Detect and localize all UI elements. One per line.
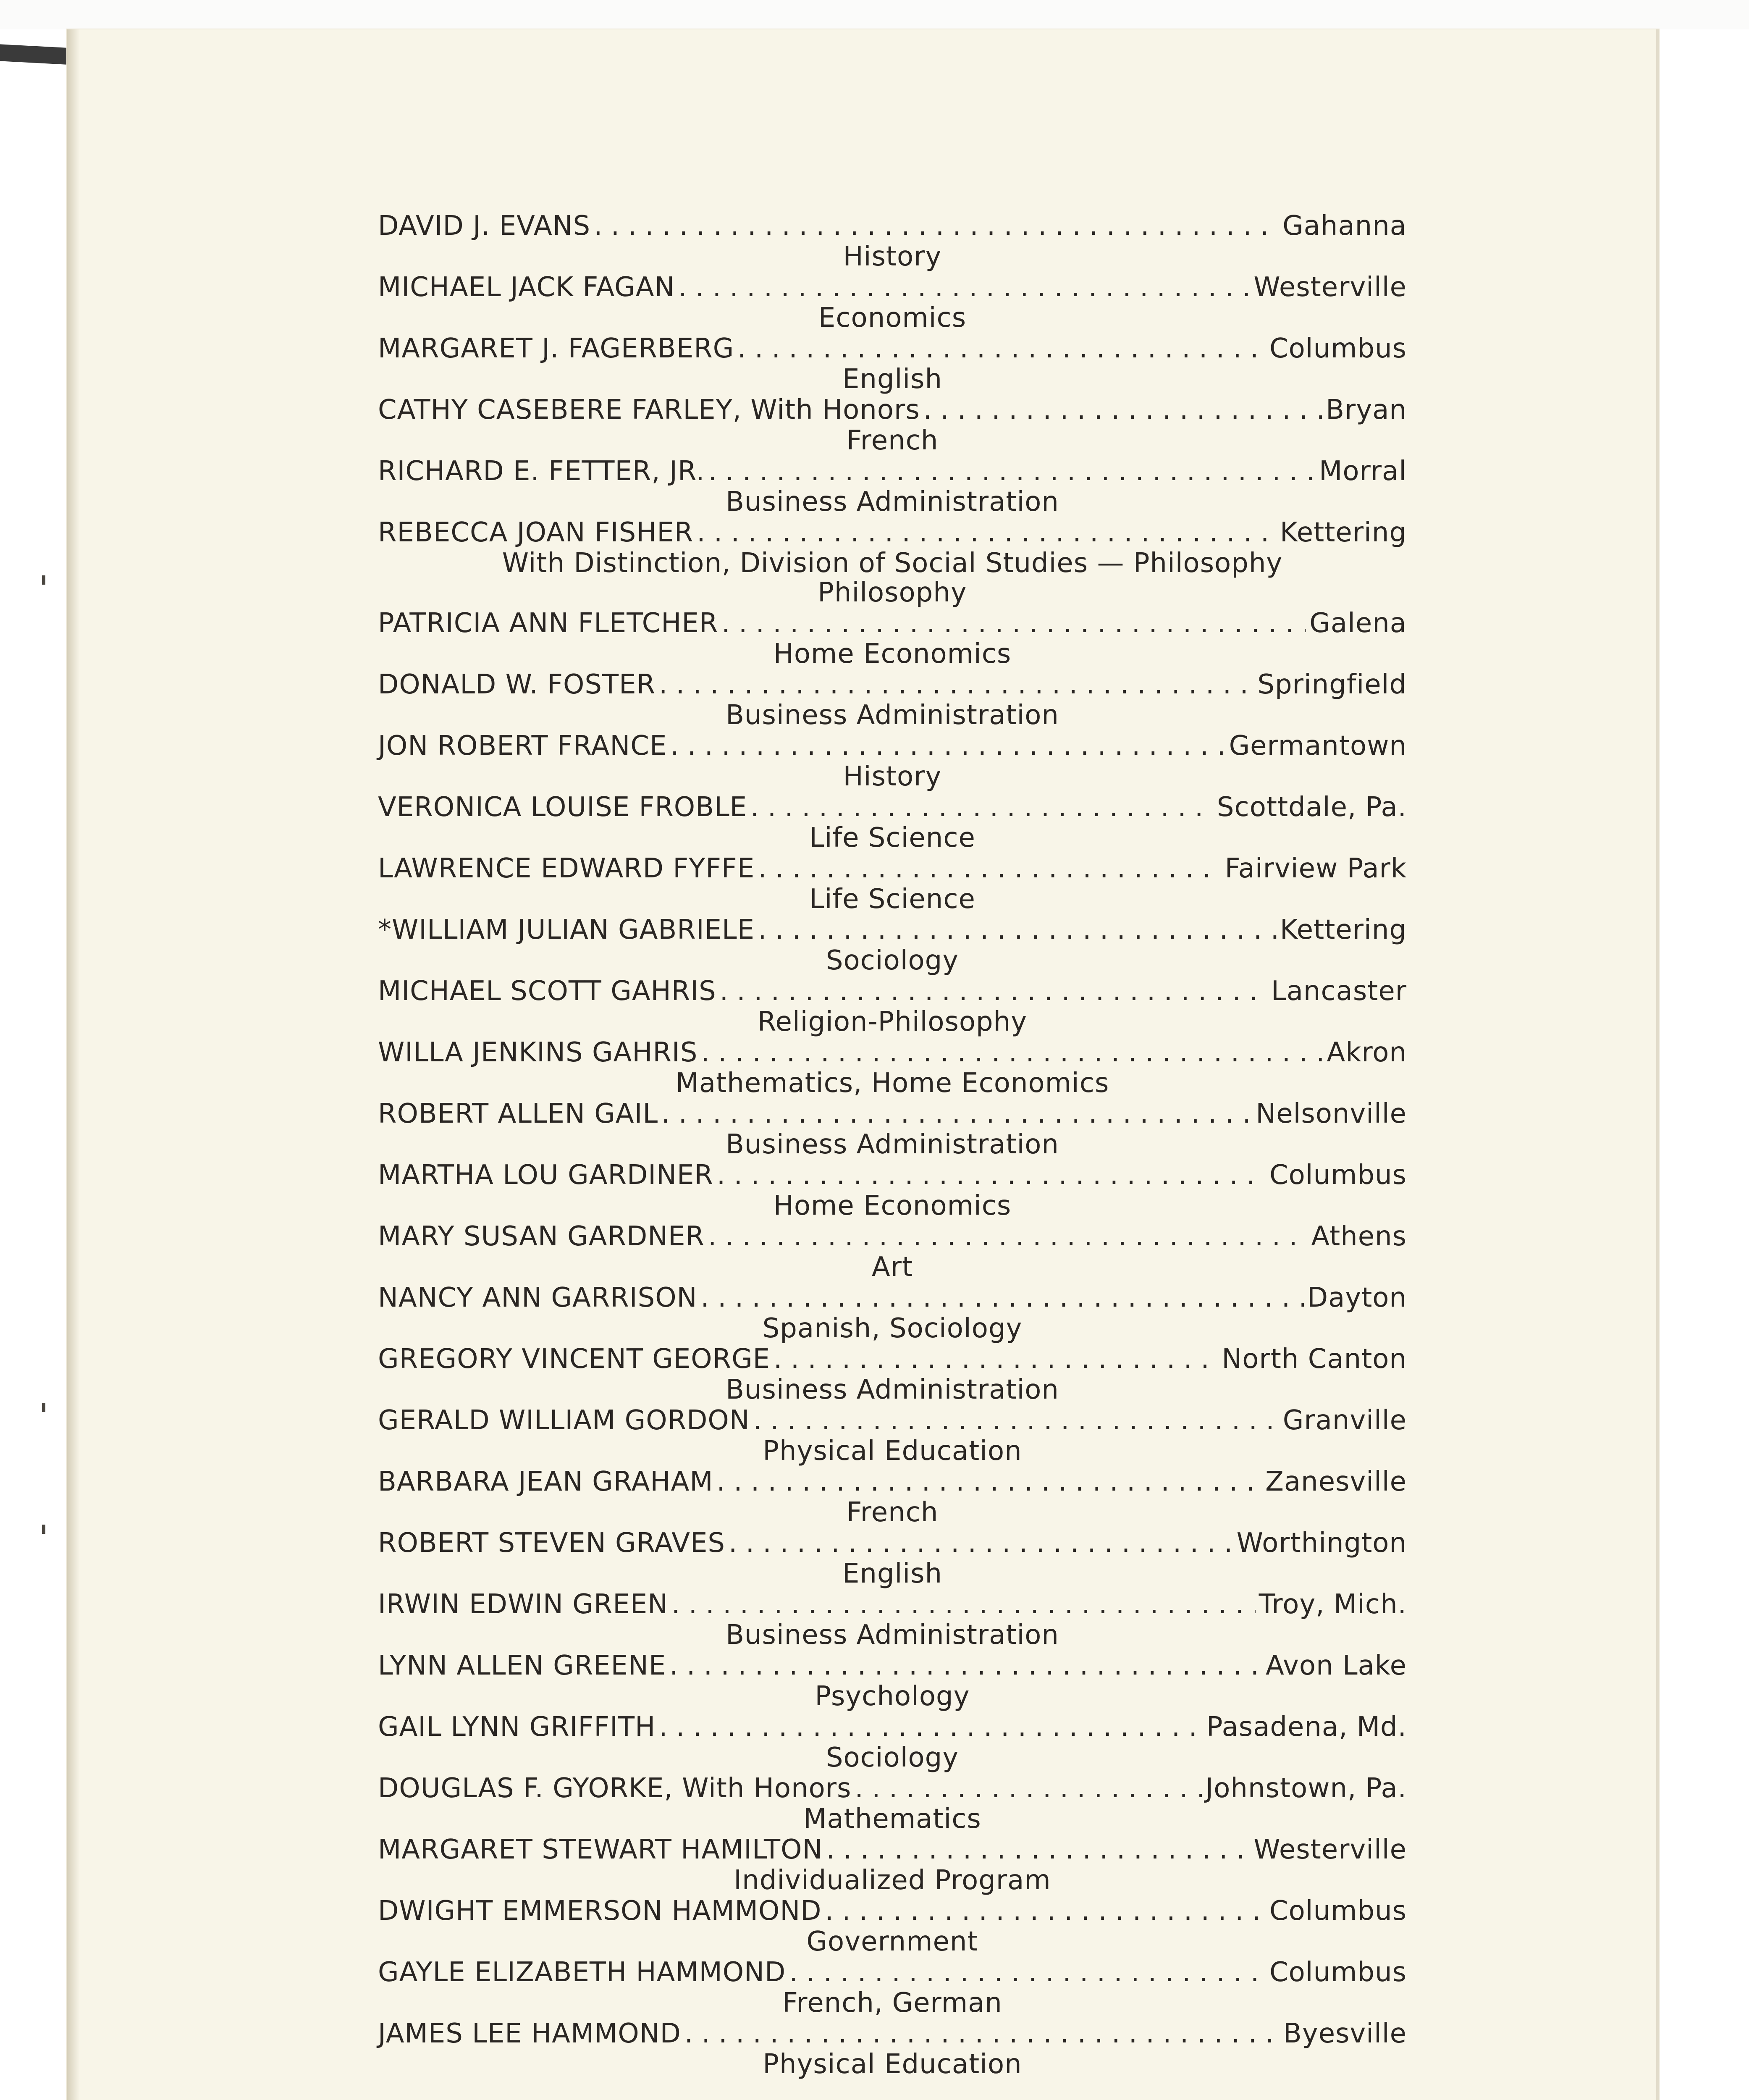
graduate-entry xyxy=(378,1221,1407,1282)
hometown: Worthington xyxy=(1236,1528,1407,1559)
graduate-name: LYNN ALLEN GREENE xyxy=(378,1650,666,1681)
dot-leader xyxy=(855,1772,1202,1804)
graduate-name: GREGORY VINCENT GEORGE xyxy=(378,1344,771,1375)
graduate-entry xyxy=(378,975,1407,1037)
dot-leader xyxy=(826,1834,1250,1866)
graduate-name: MICHAEL JACK FAGAN xyxy=(378,272,675,303)
graduate-entry xyxy=(378,1282,1407,1343)
graduate-entry xyxy=(378,1834,1407,1895)
dot-leader xyxy=(678,271,1250,303)
hometown: Springfield xyxy=(1257,669,1407,700)
name-line xyxy=(378,1588,1407,1620)
graduate-name: GERALD WILLIAM GORDON xyxy=(378,1405,750,1436)
name-line xyxy=(378,1772,1407,1804)
major: Physical Education xyxy=(763,2049,1022,2080)
name-line xyxy=(378,1404,1407,1436)
name-line xyxy=(378,2018,1407,2050)
graduate-entry xyxy=(378,1650,1407,1711)
dot-leader xyxy=(661,1098,1252,1130)
margin-mark xyxy=(42,575,45,585)
name-line xyxy=(378,1098,1407,1130)
major: Home Economics xyxy=(773,1190,1012,1221)
name-line xyxy=(378,1343,1407,1375)
name-line xyxy=(378,914,1407,946)
major: Life Science xyxy=(809,822,975,853)
graduate-name: DWIGHT EMMERSON HAMMOND xyxy=(378,1895,822,1927)
hometown: Athens xyxy=(1311,1221,1407,1252)
major: Spanish, Sociology xyxy=(762,1313,1023,1344)
dot-leader xyxy=(750,791,1214,823)
major: English xyxy=(842,1558,943,1589)
dot-leader xyxy=(789,1956,1266,1988)
graduate-name: GAIL LYNN GRIFFITH xyxy=(378,1712,656,1743)
dot-leader xyxy=(720,975,1268,1007)
graduate-entry xyxy=(378,1588,1407,1650)
hometown: Pasadena, Md. xyxy=(1206,1712,1407,1743)
dot-leader xyxy=(717,1466,1262,1498)
hometown: Dayton xyxy=(1307,1282,1407,1313)
graduate-entry xyxy=(378,1404,1407,1466)
graduate-entry xyxy=(378,1527,1407,1588)
graduate-entry xyxy=(378,1956,1407,2018)
margin-mark xyxy=(42,1403,45,1412)
major: Religion-Philosophy xyxy=(757,1006,1028,1037)
name-line xyxy=(378,1711,1407,1743)
name-line xyxy=(378,1159,1407,1191)
dot-leader xyxy=(758,853,1221,885)
name-line xyxy=(378,333,1407,365)
major: Sociology xyxy=(826,945,959,976)
graduate-entry xyxy=(378,517,1407,607)
graduate-name: IRWIN EDWIN GREEN xyxy=(378,1589,669,1620)
name-line xyxy=(378,669,1407,701)
dot-leader xyxy=(753,1404,1280,1436)
major: Business Administration xyxy=(726,486,1059,517)
dot-leader xyxy=(697,517,1277,549)
name-line xyxy=(378,1466,1407,1498)
dot-leader xyxy=(758,914,1277,946)
hometown: Westerville xyxy=(1253,1834,1407,1865)
page-fold-shadow xyxy=(67,29,80,2100)
name-line xyxy=(378,1221,1407,1252)
hometown: Columbus xyxy=(1269,1895,1407,1927)
graduate-entry xyxy=(378,607,1407,669)
hometown: Kettering xyxy=(1280,914,1407,945)
hometown: Troy, Mich. xyxy=(1259,1589,1407,1620)
dot-leader xyxy=(669,1650,1262,1682)
major: Physical Education xyxy=(763,1436,1022,1467)
dot-leader xyxy=(659,1711,1203,1743)
graduate-name: DAVID J. EVANS xyxy=(378,210,591,242)
scan-background xyxy=(0,0,1749,29)
graduate-name: MARTHA LOU GARDINER xyxy=(378,1160,713,1191)
name-line xyxy=(378,1834,1407,1866)
graduate-name: DONALD W. FOSTER xyxy=(378,669,656,700)
name-line xyxy=(378,517,1407,549)
graduate-entry xyxy=(378,210,1407,271)
hometown: Westerville xyxy=(1253,272,1407,303)
major: Art xyxy=(871,1252,913,1283)
dot-leader xyxy=(659,669,1254,701)
graduate-entry xyxy=(378,455,1407,517)
name-line xyxy=(378,271,1407,303)
hometown: Akron xyxy=(1327,1037,1407,1068)
graduate-name: JON ROBERT FRANCE xyxy=(378,730,667,761)
dot-leader xyxy=(708,1221,1308,1252)
hometown: Columbus xyxy=(1269,1160,1407,1191)
hometown: Galena xyxy=(1309,608,1407,639)
major: Business Administration xyxy=(726,1129,1059,1160)
graduate-name: LAWRENCE EDWARD FYFFE xyxy=(378,853,755,884)
dot-leader xyxy=(701,1037,1323,1068)
name-line xyxy=(378,791,1407,823)
graduate-entry xyxy=(378,791,1407,853)
name-line xyxy=(378,394,1407,426)
graduate-name: NANCY ANN GARRISON xyxy=(378,1282,698,1313)
dot-leader xyxy=(684,2018,1280,2050)
graduate-entry xyxy=(378,1098,1407,1159)
graduate-name: REBECCA JOAN FISHER xyxy=(378,517,694,548)
graduate-entry xyxy=(378,1711,1407,1772)
graduate-name: CATHY CASEBERE FARLEY, With Honors xyxy=(378,394,920,425)
hometown: Gahanna xyxy=(1282,210,1407,242)
graduate-entry xyxy=(378,853,1407,914)
hometown: Morral xyxy=(1319,456,1407,487)
hometown: Johnstown, Pa. xyxy=(1205,1773,1407,1804)
hometown: North Canton xyxy=(1222,1344,1407,1375)
dot-leader xyxy=(729,1527,1233,1559)
major: History xyxy=(843,241,942,272)
dot-leader xyxy=(774,1343,1218,1375)
dot-leader xyxy=(923,394,1322,426)
graduate-name: MARY SUSAN GARDNER xyxy=(378,1221,705,1252)
name-line xyxy=(378,1037,1407,1068)
hometown: Avon Lake xyxy=(1266,1650,1407,1681)
major: French xyxy=(846,1497,939,1528)
graduate-entry xyxy=(378,730,1407,791)
graduate-name: MARGARET J. FAGERBERG xyxy=(378,333,734,364)
graduate-entry xyxy=(378,1466,1407,1527)
name-line xyxy=(378,1282,1407,1314)
hometown: Columbus xyxy=(1269,333,1407,364)
name-line xyxy=(378,853,1407,885)
major: Business Administration xyxy=(726,1620,1059,1651)
graduate-list xyxy=(378,210,1407,2079)
name-line xyxy=(378,455,1407,487)
graduate-name: BARBARA JEAN GRAHAM xyxy=(378,1466,713,1497)
graduate-entry xyxy=(378,2018,1407,2079)
major: History xyxy=(843,761,942,792)
graduate-name: GAYLE ELIZABETH HAMMOND xyxy=(378,1957,786,1988)
major: Business Administration xyxy=(726,700,1059,731)
dot-leader xyxy=(700,1282,1303,1314)
graduate-name: RICHARD E. FETTER, JR. xyxy=(378,456,705,487)
honor-text: With Distinction, Division of Social Studies — Philosophy xyxy=(502,548,1283,579)
major: Economics xyxy=(818,302,967,333)
graduate-name: WILLA JENKINS GAHRIS xyxy=(378,1037,698,1068)
hometown: Lancaster xyxy=(1271,976,1407,1007)
graduate-name: MICHAEL SCOTT GAHRIS xyxy=(378,976,716,1007)
major: French, German xyxy=(782,1987,1002,2019)
graduate-entry xyxy=(378,333,1407,394)
graduate-name: PATRICIA ANN FLETCHER xyxy=(378,608,718,639)
graduate-entry xyxy=(378,669,1407,730)
major: Government xyxy=(806,1926,978,1957)
hometown: Germantown xyxy=(1229,730,1407,761)
major: Sociology xyxy=(826,1742,959,1773)
name-line xyxy=(378,1527,1407,1559)
hometown: Byesville xyxy=(1283,2018,1407,2049)
graduate-name: MARGARET STEWART HAMILTON xyxy=(378,1834,823,1865)
dot-leader xyxy=(825,1895,1266,1927)
graduate-name: JAMES LEE HAMMOND xyxy=(378,2018,681,2049)
graduate-name: ROBERT STEVEN GRAVES xyxy=(378,1528,726,1559)
graduate-name: ROBERT ALLEN GAIL xyxy=(378,1098,658,1129)
dot-leader xyxy=(717,1159,1266,1191)
hometown: Nelsonville xyxy=(1256,1098,1407,1129)
name-line xyxy=(378,210,1407,242)
dot-leader xyxy=(594,210,1279,242)
graduate-entry xyxy=(378,1895,1407,1956)
hometown: Columbus xyxy=(1269,1957,1407,1988)
major: Psychology xyxy=(815,1681,970,1712)
name-line xyxy=(378,730,1407,762)
margin-mark xyxy=(42,1525,45,1534)
graduate-name: DOUGLAS F. GYORKE, With Honors xyxy=(378,1773,852,1804)
graduate-entry xyxy=(378,1772,1407,1834)
dot-leader xyxy=(737,333,1266,365)
dot-leader xyxy=(721,607,1306,639)
major: English xyxy=(842,364,943,395)
name-line xyxy=(378,1650,1407,1682)
hometown: Bryan xyxy=(1326,394,1407,425)
hometown: Fairview Park xyxy=(1225,853,1407,884)
major: Philosophy xyxy=(818,577,967,608)
major: Home Economics xyxy=(773,638,1012,669)
name-line xyxy=(378,1895,1407,1927)
graduate-entry xyxy=(378,1343,1407,1404)
hometown: Scottdale, Pa. xyxy=(1217,792,1407,823)
graduate-name: *WILLIAM JULIAN GABRIELE xyxy=(378,914,755,945)
binding-tab xyxy=(0,44,73,65)
major: French xyxy=(846,425,939,456)
graduate-entry xyxy=(378,394,1407,455)
major: Mathematics, Home Economics xyxy=(675,1068,1109,1099)
graduate-entry xyxy=(378,914,1407,975)
major: Life Science xyxy=(809,884,975,915)
name-line xyxy=(378,975,1407,1007)
dot-leader xyxy=(708,455,1316,487)
major: Business Administration xyxy=(726,1374,1059,1405)
graduate-name: VERONICA LOUISE FROBLE xyxy=(378,792,747,823)
major: Individualized Program xyxy=(734,1865,1051,1896)
major: Mathematics xyxy=(803,1803,981,1835)
name-line xyxy=(378,607,1407,639)
dot-leader xyxy=(671,1588,1256,1620)
hometown: Kettering xyxy=(1280,517,1407,548)
graduate-entry xyxy=(378,1037,1407,1098)
graduate-entry xyxy=(378,1159,1407,1221)
graduate-entry xyxy=(378,271,1407,333)
dot-leader xyxy=(670,730,1225,762)
hometown: Zanesville xyxy=(1265,1466,1407,1497)
hometown: Granville xyxy=(1282,1405,1407,1436)
name-line xyxy=(378,1956,1407,1988)
